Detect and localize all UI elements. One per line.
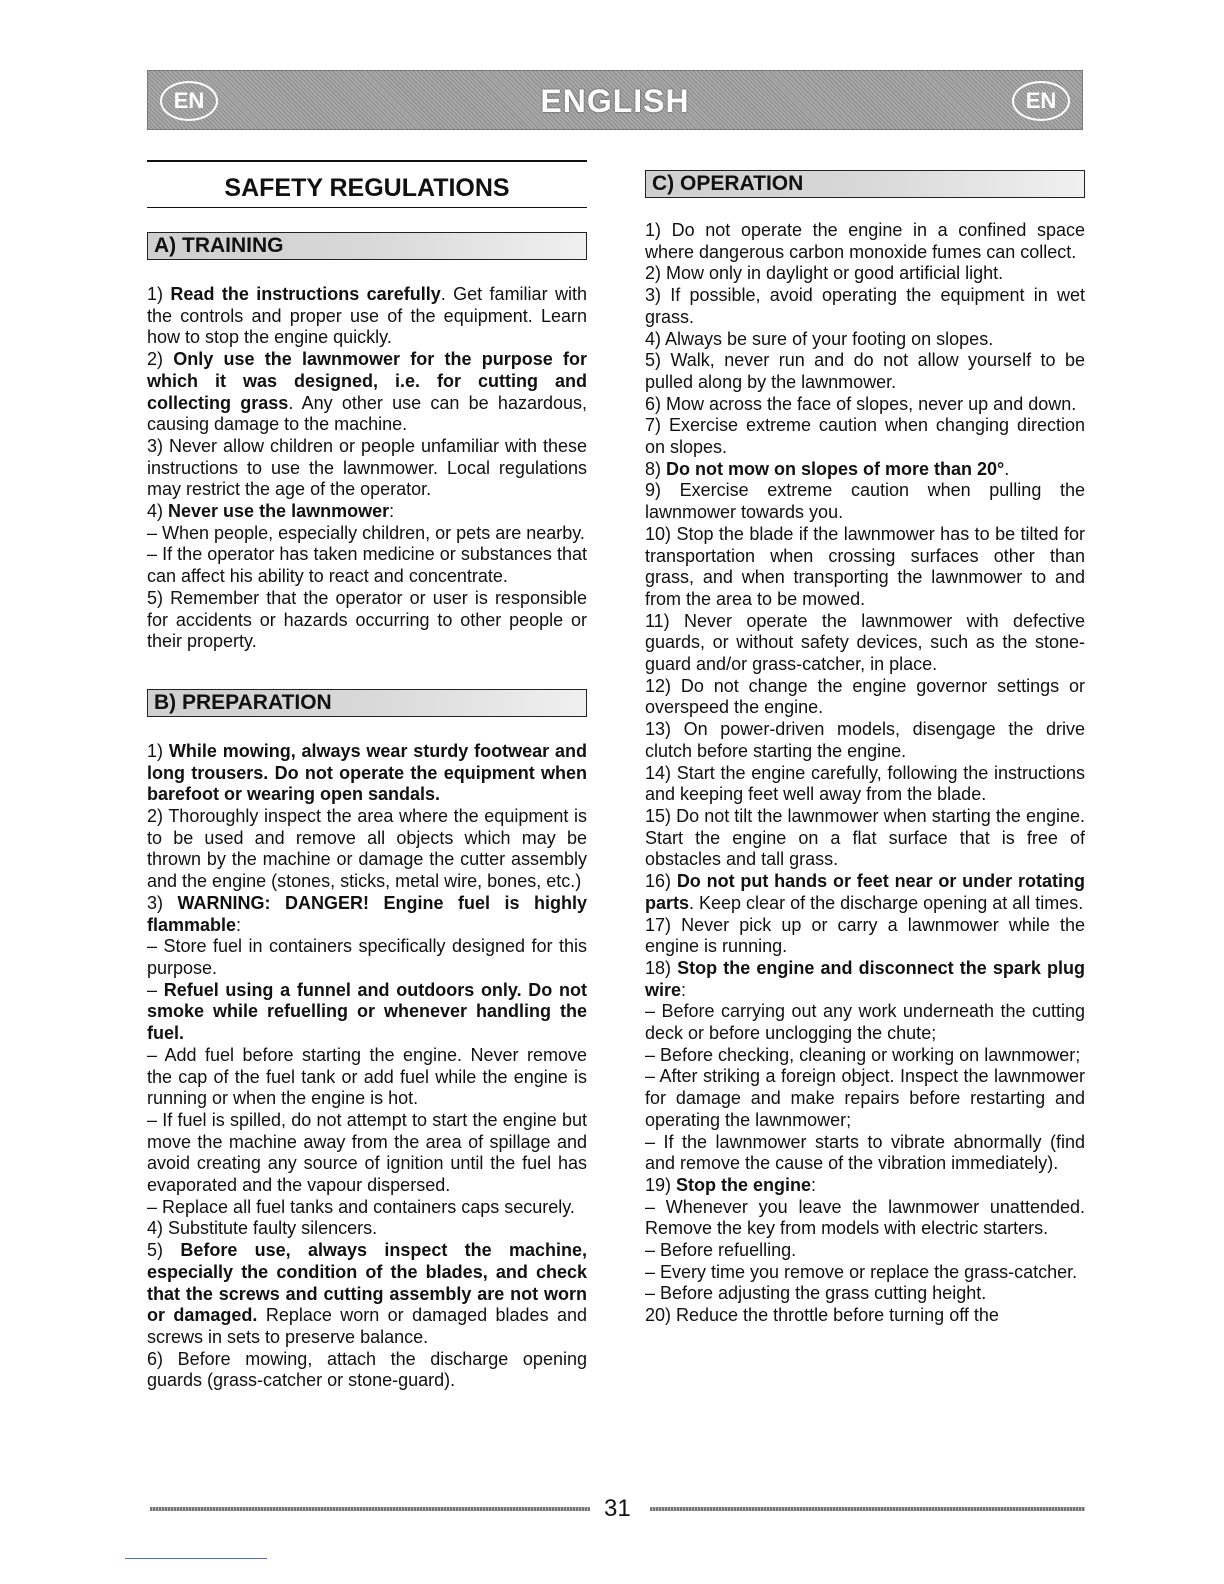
paragraph — [147, 284, 587, 349]
paragraph — [645, 480, 1085, 523]
bold-text: WARNING: DANGER! Engine fuel is highly flammable — [147, 892, 587, 935]
text-run: 18) — [645, 957, 678, 978]
paragraph — [147, 1240, 587, 1349]
text-run: . Get familiar with the controls and proper use of the equipment. Learn how to stop the engine quickly. — [147, 284, 587, 348]
text-run: – Add fuel before starting the engine. Never remove the cap of the fuel tank or add fuel while the engine is running or when the engine is hot. — [147, 1044, 587, 1109]
paragraph — [147, 741, 587, 806]
language-badge-left: EN — [160, 81, 218, 121]
text-run: – If fuel is spilled, do not attempt to start the engine but move the machine away from the area of spillage and avoid creating any source of ignition until the fuel has evaporated and the vapour dispersed. — [147, 1109, 587, 1196]
banner-title: ENGLISH — [540, 83, 690, 119]
paragraph — [147, 349, 587, 436]
text-run: : — [236, 914, 242, 935]
language-banner — [147, 70, 1083, 130]
text-run: 17) Never pick up or carry a lawnmower while the engine is running. — [645, 914, 1085, 957]
text-run: 4) Always be sure of your footing on slopes. — [645, 328, 994, 349]
footer-rule-right — [650, 1507, 1085, 1511]
bold-text: Refuel using a funnel and outdoors only. Do not smoke while refuelling or whenever handling the fuel. — [147, 979, 587, 1044]
text-run: 2) Thoroughly inspect the area where the equipment is to be used and remove all objects which may be thrown by the machine or damage the cutter assembly and the engine (stones, sticks, metal wire, bones, etc.) — [147, 806, 587, 892]
paragraph — [645, 958, 1085, 1001]
paragraph — [147, 436, 587, 501]
paragraph — [645, 611, 1085, 676]
paragraph — [147, 1218, 587, 1240]
text-run: – If the operator has taken medicine or substances that can affect his ability to react and concentrate. — [147, 544, 587, 587]
paragraph — [645, 285, 1085, 328]
paragraph — [645, 1262, 1085, 1284]
paragraph — [147, 523, 587, 545]
paragraph — [645, 1045, 1085, 1067]
paragraph — [645, 915, 1085, 958]
paragraph — [645, 459, 1085, 481]
text-run: 9) Exercise extreme caution when pulling the lawnmower towards you. — [645, 480, 1085, 523]
text-run: – If the lawnmower starts to vibrate abnormally (find and remove the cause of the vibration immediately). — [645, 1131, 1085, 1174]
text-run: 4) Substitute faulty silencers. — [147, 1218, 378, 1239]
text-run: – When people, especially children, or pets are nearby. — [147, 522, 585, 543]
paragraph — [645, 329, 1085, 351]
paragraph — [645, 1240, 1085, 1262]
paragraph — [645, 806, 1085, 871]
paragraph — [645, 1305, 1085, 1327]
text-run: 6) Before mowing, attach the discharge opening guards (grass-catcher or stone-guard). — [147, 1348, 587, 1391]
text-run: 3) Never allow children or people unfamiliar with these instructions to use the lawnmower. Local regulations may restrict the age of the operator. — [147, 435, 587, 500]
right-column — [645, 160, 1085, 1327]
bold-text: Before use, always inspect the machine, especially the condition of the blades, and check that the screws and cutting assembly are not worn or damaged. — [147, 1240, 587, 1326]
section-heading-operation: C) OPERATION — [645, 170, 1085, 198]
paragraph — [645, 220, 1085, 263]
text-run: 3) If possible, avoid operating the equipment in wet grass. — [645, 285, 1085, 327]
paragraph — [147, 544, 587, 587]
text-run: 2) Mow only in daylight or good artificial light. — [645, 263, 1004, 284]
text-run: 10) Stop the blade if the lawnmower has to be tilted for transportation when crossing surfaces other than grass, and when transporting the lawnmower to and from the area to be mowed. — [645, 523, 1085, 609]
text-run: – Before refuelling. — [645, 1240, 797, 1261]
text-run: 3) — [147, 892, 178, 913]
text-run: . — [1004, 458, 1010, 479]
text-run: 6) Mow across the face of slopes, never up and down. — [645, 393, 1077, 414]
paragraph — [645, 1001, 1085, 1044]
text-run: – Every time you remove or replace the grass-catcher. — [645, 1261, 1078, 1282]
text-run: 12) Do not change the engine governor settings or overspeed the engine. — [645, 675, 1085, 718]
bold-text: Only use the lawnmower for the purpose for which it was designed, i.e. for cutting and collecting grass — [147, 349, 587, 413]
paragraph — [645, 524, 1085, 611]
paragraph — [645, 676, 1085, 719]
section-heading-preparation: B) PREPARATION — [147, 689, 587, 717]
text-run: 19) — [645, 1174, 677, 1195]
text-run: 16) — [645, 871, 677, 892]
text-run: – Store fuel in containers specifically designed for this purpose. — [147, 936, 587, 978]
text-run: : — [811, 1174, 817, 1195]
paragraph — [645, 871, 1085, 914]
text-run: 7) Exercise extreme caution when changing direction on slopes. — [645, 415, 1085, 458]
bold-text: Do not put hands or feet near or under rotating parts — [645, 871, 1085, 913]
paragraph — [147, 501, 587, 523]
section-body-preparation — [147, 741, 587, 1392]
paragraph — [147, 1197, 587, 1219]
text-run: 5) — [147, 1240, 181, 1261]
page-number: 31 — [604, 1495, 631, 1522]
left-column — [147, 160, 587, 1392]
text-run: 1) — [147, 284, 171, 304]
paragraph — [147, 980, 587, 1045]
bold-text: Never use the lawnmower — [168, 501, 390, 522]
text-run: – Before checking, cleaning or working on lawnmower; — [645, 1044, 1081, 1065]
paragraph — [645, 415, 1085, 458]
paragraph — [147, 1110, 587, 1197]
text-run: 4) — [147, 501, 169, 522]
text-run: – Before carrying out any work underneath the cutting deck or before unclogging the chute; — [645, 1001, 1085, 1044]
text-run: 20) Reduce the throttle before turning off the — [645, 1305, 999, 1326]
paragraph — [147, 806, 587, 893]
text-run: 15) Do not tilt the lawnmower when starting the engine. Start the engine on a flat surface that is free of obstacles and tall grass. — [645, 805, 1085, 870]
bold-text: Stop the engine and disconnect the spark plug wire — [645, 957, 1085, 1000]
paragraph — [147, 1349, 587, 1392]
page-title: SAFETY REGULATIONS — [147, 160, 587, 208]
text-run: 1) Do not operate the engine in a confined space where dangerous carbon monoxide fumes can collect. — [645, 220, 1085, 262]
text-run: Replace worn or damaged blades and screws in sets to preserve balance. — [147, 1305, 587, 1347]
footer-rule-left — [150, 1507, 590, 1511]
text-run: . Keep clear of the discharge opening at all times. — [689, 892, 1084, 913]
paragraph — [645, 763, 1085, 806]
text-run: 11) Never operate the lawnmower with defective guards, or without safety devices, such as the stone-guard and/or grass-catcher, in place. — [645, 610, 1085, 675]
text-run: – Before adjusting the grass cutting height. — [645, 1283, 987, 1304]
text-run: 5) Remember that the operator or user is responsible for accidents or hazards occurring to other people or their property. — [147, 587, 587, 652]
section-heading-training: A) TRAINING — [147, 232, 587, 260]
section-body-training — [147, 284, 587, 653]
text-run: 1) — [147, 740, 169, 761]
paragraph — [645, 1197, 1085, 1240]
text-run: – — [147, 979, 164, 1000]
paragraph — [645, 1066, 1085, 1131]
paragraph — [147, 936, 587, 979]
paragraph — [645, 1175, 1085, 1197]
text-run: – Replace all fuel tanks and containers caps securely. — [147, 1196, 575, 1217]
section-body-operation — [645, 220, 1085, 1327]
text-run: 2) — [147, 349, 174, 370]
paragraph — [147, 588, 587, 653]
corner-rule — [125, 1558, 267, 1559]
paragraph — [645, 263, 1085, 285]
paragraph — [645, 394, 1085, 416]
bold-text: Read the instructions carefully — [170, 284, 441, 304]
paragraph — [147, 1045, 587, 1110]
paragraph — [645, 350, 1085, 393]
text-run: – After striking a foreign object. Inspect the lawnmower for damage and make repairs before restarting and operating the lawnmower; — [645, 1066, 1085, 1130]
text-run: 13) On power-driven models, disengage the drive clutch before starting the engine. — [645, 719, 1085, 761]
bold-text: While mowing, always wear sturdy footwear and long trousers. Do not operate the equipment when barefoot or wearing open sandals. — [147, 740, 587, 805]
text-run: 8) — [645, 458, 667, 479]
paragraph — [645, 1283, 1085, 1305]
paragraph — [645, 719, 1085, 762]
bold-text: Do not mow on slopes of more than 20° — [666, 458, 1005, 479]
text-run: : — [681, 979, 687, 1000]
text-run: . Any other use can be hazardous, causing damage to the machine. — [147, 392, 587, 435]
paragraph — [645, 1132, 1085, 1175]
text-run: : — [389, 501, 395, 522]
text-run: 5) Walk, never run and do not allow yourself to be pulled along by the lawnmower. — [645, 350, 1085, 392]
language-badge-right: EN — [1012, 81, 1070, 121]
text-run: – Whenever you leave the lawnmower unattended. Remove the key from models with electric starters. — [645, 1196, 1085, 1239]
bold-text: Stop the engine — [676, 1174, 812, 1195]
paragraph — [147, 893, 587, 936]
text-run: 14) Start the engine carefully, following the instructions and keeping feet well away from the blade. — [645, 762, 1085, 805]
